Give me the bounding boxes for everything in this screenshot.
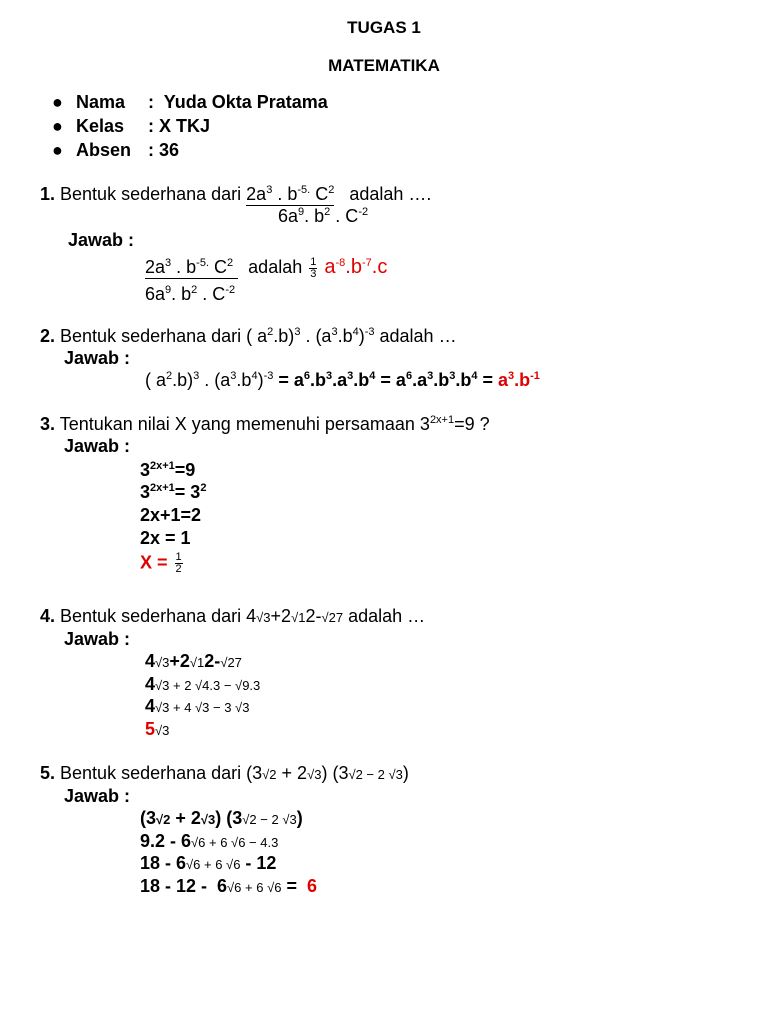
answer-3-step1: $3^{2x+1}=9$ xyxy=(140,460,196,480)
answer-1: $2a^3$ . $b^{-5.}$ $C^2$ adalah $\frac{1}{3}$ $a^{-8}.b^{-7}.c$ xyxy=(145,255,388,280)
answer-1-denominator: $6a^9$. $b^2$ . $C^{-2}$ xyxy=(145,284,236,304)
answer-5-result: 6 xyxy=(306,876,317,896)
answer-4-result: 5√3 xyxy=(145,719,170,739)
answer-3-result: X = $\frac{1}{2}$ xyxy=(140,551,182,575)
jawab-1: Jawab : xyxy=(68,230,135,250)
question-5: 5. Bentuk sederhana dari (3√2 + 2√3) (3√2 − 2 √3) xyxy=(40,763,409,783)
question-1: 1. Bentuk sederhana dari $2a^3$ . $b^{-5.}$ $C^2$ adalah …. xyxy=(40,184,432,204)
question-3: 3. Tentukan nilai X yang memenuhi persamaan $3^{2x+1}=9$ ? xyxy=(40,414,490,434)
answer-2: ( $a^2.b)^3$ . $(a^3.b^4)^{-3} = a^6.b^3.a^3.b^4 = a^6.a^3.b^3.b^4 = a^3.b^{-1}$ xyxy=(145,370,540,390)
bullet-nama: ● Nama : Yuda Okta Pratama xyxy=(52,92,328,112)
question-1-denominator: $6a^9$. $b^2$ . $C^{-2}$ xyxy=(278,206,369,226)
bullet-absen: ● Absen : 36 xyxy=(52,140,180,160)
answer-4-step1: 4√3+2√12-√27 xyxy=(145,651,242,671)
question-4: 4. Bentuk sederhana dari 4√3+2√12-√27 adalah … xyxy=(40,606,426,626)
answer-3-step4: 2x = 1 xyxy=(140,528,191,548)
title-matematika: MATEMATIKA xyxy=(328,56,440,75)
title-tugas: TUGAS 1 xyxy=(347,18,421,37)
answer-5-step1: (3√2 + 2√3) (3√2 − 2 √3) xyxy=(140,808,303,828)
answer-5-step3: 18 - 6√6 + 6 √6 - 12 xyxy=(140,853,277,873)
question-2: 2. Bentuk sederhana dari ( $a^2.b)^3$ . $(a^3.b^4)^{-3}$ adalah … xyxy=(40,326,457,346)
jawab-2: Jawab : xyxy=(64,348,131,368)
answer-4-step3: 4√3 + 4 √3 − 3 √3 xyxy=(145,696,250,716)
jawab-4: Jawab : xyxy=(64,629,131,649)
answer-3-step3: 2x+1=2 xyxy=(140,505,202,525)
answer-4-step2: 4√3 + 2 √4.3 − √9.3 xyxy=(145,674,261,694)
jawab-5: Jawab : xyxy=(64,786,131,806)
bullet-kelas: ● Kelas : X TKJ xyxy=(52,116,211,136)
answer-5-step4: 18 - 12 - 6√6 + 6 √6 = 6 xyxy=(140,876,317,896)
answer-3-step2: $3^{2x+1}= 3^2$ xyxy=(140,482,207,502)
answer-5-step2: 9.2 - 6√6 + 6 √6 − 4.3 xyxy=(140,831,279,851)
jawab-3: Jawab : xyxy=(64,436,131,456)
